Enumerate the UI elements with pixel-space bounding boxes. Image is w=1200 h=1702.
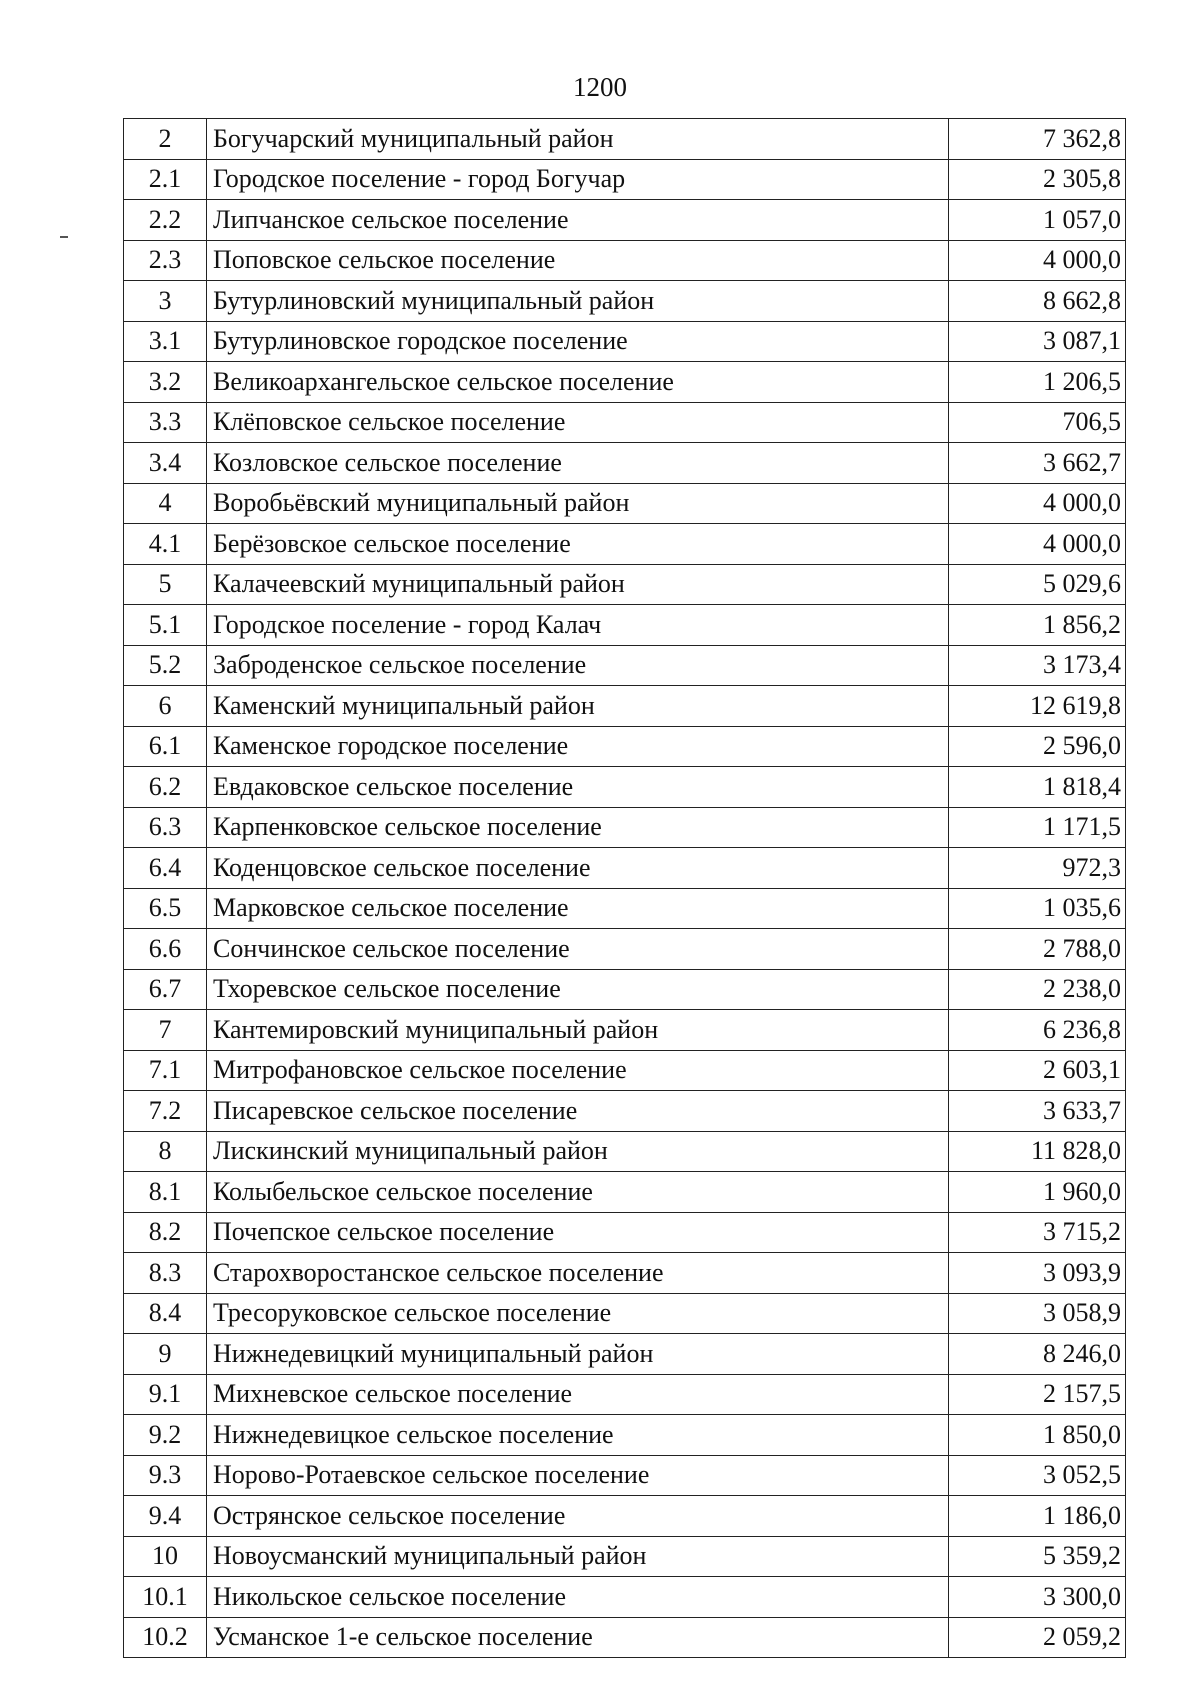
municipality-name-cell: Сончинское сельское поселение [207,929,949,970]
row-number-cell: 6.5 [124,888,207,929]
row-number-cell: 8.1 [124,1172,207,1213]
amount-cell: 2 059,2 [949,1617,1126,1658]
municipality-name-cell: Евдаковское сельское поселение [207,767,949,808]
table-row [124,1536,1126,1577]
row-number-cell: 5.2 [124,645,207,686]
amount-cell: 3 173,4 [949,645,1126,686]
table-row [124,1172,1126,1213]
municipality-name-cell: Острянское сельское поселение [207,1496,949,1537]
municipality-name-cell: Берёзовское сельское поселение [207,524,949,565]
municipality-name-cell: Почепское сельское поселение [207,1212,949,1253]
row-number-cell: 3 [124,281,207,322]
table-row [124,402,1126,443]
amount-cell: 1 171,5 [949,807,1126,848]
amount-cell: 1 818,4 [949,767,1126,808]
municipality-name-cell: Тресоруковское сельское поселение [207,1293,949,1334]
amount-cell: 4 000,0 [949,524,1126,565]
table-row [124,119,1126,160]
amount-cell: 5 359,2 [949,1536,1126,1577]
amount-cell: 4 000,0 [949,483,1126,524]
row-number-cell: 4.1 [124,524,207,565]
municipality-name-cell: Липчанское сельское поселение [207,200,949,241]
municipality-name-cell: Старохворостанское сельское поселение [207,1253,949,1294]
amount-cell: 3 087,1 [949,321,1126,362]
table-row [124,1131,1126,1172]
row-number-cell: 8.3 [124,1253,207,1294]
municipality-name-cell: Усманское 1-е сельское поселение [207,1617,949,1658]
row-number-cell: 10 [124,1536,207,1577]
row-number-cell: 6.4 [124,848,207,889]
municipality-name-cell: Коденцовское сельское поселение [207,848,949,889]
row-number-cell: 9.1 [124,1374,207,1415]
row-number-cell: 6.1 [124,726,207,767]
scan-mark [60,236,68,238]
amount-cell: 2 157,5 [949,1374,1126,1415]
amount-cell: 4 000,0 [949,240,1126,281]
table-row [124,1253,1126,1294]
table-row [124,848,1126,889]
municipality-name-cell: Никольское сельское поселение [207,1577,949,1618]
municipality-name-cell: Каменское городское поселение [207,726,949,767]
table-row [124,1577,1126,1618]
table-row [124,888,1126,929]
amount-cell: 3 715,2 [949,1212,1126,1253]
table-row [124,686,1126,727]
table-row [124,605,1126,646]
row-number-cell: 9 [124,1334,207,1375]
municipality-name-cell: Нижнедевицкий муниципальный район [207,1334,949,1375]
row-number-cell: 3.4 [124,443,207,484]
row-number-cell: 2.1 [124,159,207,200]
amount-cell: 3 633,7 [949,1091,1126,1132]
table-row [124,524,1126,565]
row-number-cell: 2.2 [124,200,207,241]
municipality-name-cell: Колыбельское сельское поселение [207,1172,949,1213]
municipality-name-cell: Кантемировский муниципальный район [207,1010,949,1051]
table-body [124,119,1126,1658]
municipality-name-cell: Городское поселение - город Богучар [207,159,949,200]
table-row [124,1617,1126,1658]
municipality-name-cell: Поповское сельское поселение [207,240,949,281]
amount-cell: 11 828,0 [949,1131,1126,1172]
table-row [124,726,1126,767]
table-row [124,1496,1126,1537]
amount-cell: 3 052,5 [949,1455,1126,1496]
municipality-name-cell: Богучарский муниципальный район [207,119,949,160]
row-number-cell: 7.1 [124,1050,207,1091]
row-number-cell: 7.2 [124,1091,207,1132]
row-number-cell: 3.1 [124,321,207,362]
page-number: 1200 [573,72,627,102]
table-row [124,483,1126,524]
row-number-cell: 8 [124,1131,207,1172]
amount-cell: 1 057,0 [949,200,1126,241]
table-row [124,564,1126,605]
table-row [124,1091,1126,1132]
amount-cell: 5 029,6 [949,564,1126,605]
amount-cell: 1 850,0 [949,1415,1126,1456]
row-number-cell: 6.3 [124,807,207,848]
municipality-name-cell: Новоусманский муниципальный район [207,1536,949,1577]
municipality-name-cell: Марковское сельское поселение [207,888,949,929]
municipality-name-cell: Воробьёвский муниципальный район [207,483,949,524]
table-row [124,1212,1126,1253]
row-number-cell: 9.3 [124,1455,207,1496]
amount-cell: 972,3 [949,848,1126,889]
amount-cell: 2 596,0 [949,726,1126,767]
table-row [124,321,1126,362]
amount-cell: 3 300,0 [949,1577,1126,1618]
amount-cell: 8 662,8 [949,281,1126,322]
table-row [124,1374,1126,1415]
municipality-name-cell: Михневское сельское поселение [207,1374,949,1415]
municipality-name-cell: Норово-Ротаевское сельское поселение [207,1455,949,1496]
municipality-name-cell: Нижнедевицкое сельское поселение [207,1415,949,1456]
municipality-name-cell: Тхоревское сельское поселение [207,969,949,1010]
amount-cell: 8 246,0 [949,1334,1126,1375]
row-number-cell: 7 [124,1010,207,1051]
amount-cell: 3 058,9 [949,1293,1126,1334]
amount-cell: 6 236,8 [949,1010,1126,1051]
municipality-name-cell: Лискинский муниципальный район [207,1131,949,1172]
municipality-name-cell: Калачеевский муниципальный район [207,564,949,605]
table-row [124,1010,1126,1051]
amount-cell: 706,5 [949,402,1126,443]
municipality-name-cell: Митрофановское сельское поселение [207,1050,949,1091]
amount-cell: 2 238,0 [949,969,1126,1010]
table-row [124,240,1126,281]
table-row [124,159,1126,200]
amount-cell: 2 603,1 [949,1050,1126,1091]
row-number-cell: 6.6 [124,929,207,970]
row-number-cell: 9.2 [124,1415,207,1456]
row-number-cell: 2 [124,119,207,160]
municipality-name-cell: Великоархангельское сельское поселение [207,362,949,403]
row-number-cell: 8.2 [124,1212,207,1253]
row-number-cell: 8.4 [124,1293,207,1334]
amount-cell: 2 305,8 [949,159,1126,200]
amount-cell: 7 362,8 [949,119,1126,160]
amount-cell: 1 960,0 [949,1172,1126,1213]
table-row [124,969,1126,1010]
amount-cell: 12 619,8 [949,686,1126,727]
row-number-cell: 6.7 [124,969,207,1010]
municipality-name-cell: Каменский муниципальный район [207,686,949,727]
municipality-name-cell: Карпенковское сельское поселение [207,807,949,848]
table-row [124,767,1126,808]
table-row [124,443,1126,484]
row-number-cell: 5.1 [124,605,207,646]
row-number-cell: 6 [124,686,207,727]
row-number-cell: 10.2 [124,1617,207,1658]
row-number-cell: 5 [124,564,207,605]
amount-cell: 1 856,2 [949,605,1126,646]
amount-cell: 1 206,5 [949,362,1126,403]
municipality-name-cell: Писаревское сельское поселение [207,1091,949,1132]
row-number-cell: 4 [124,483,207,524]
row-number-cell: 10.1 [124,1577,207,1618]
table-row [124,1293,1126,1334]
amount-cell: 1 035,6 [949,888,1126,929]
table-row [124,1415,1126,1456]
municipality-name-cell: Бутурлиновское городское поселение [207,321,949,362]
municipality-name-cell: Городское поселение - город Калач [207,605,949,646]
table-row [124,200,1126,241]
amount-cell: 3 093,9 [949,1253,1126,1294]
municipality-name-cell: Заброденское сельское поселение [207,645,949,686]
table-row [124,362,1126,403]
municipality-name-cell: Козловское сельское поселение [207,443,949,484]
row-number-cell: 3.3 [124,402,207,443]
budget-table [123,118,1126,1658]
table-row [124,1050,1126,1091]
row-number-cell: 3.2 [124,362,207,403]
table-row [124,1455,1126,1496]
amount-cell: 3 662,7 [949,443,1126,484]
table-row [124,807,1126,848]
table-row [124,645,1126,686]
table-row [124,929,1126,970]
table-row [124,1334,1126,1375]
amount-cell: 2 788,0 [949,929,1126,970]
municipality-name-cell: Бутурлиновский муниципальный район [207,281,949,322]
row-number-cell: 9.4 [124,1496,207,1537]
municipality-name-cell: Клёповское сельское поселение [207,402,949,443]
amount-cell: 1 186,0 [949,1496,1126,1537]
table-row [124,281,1126,322]
row-number-cell: 6.2 [124,767,207,808]
row-number-cell: 2.3 [124,240,207,281]
